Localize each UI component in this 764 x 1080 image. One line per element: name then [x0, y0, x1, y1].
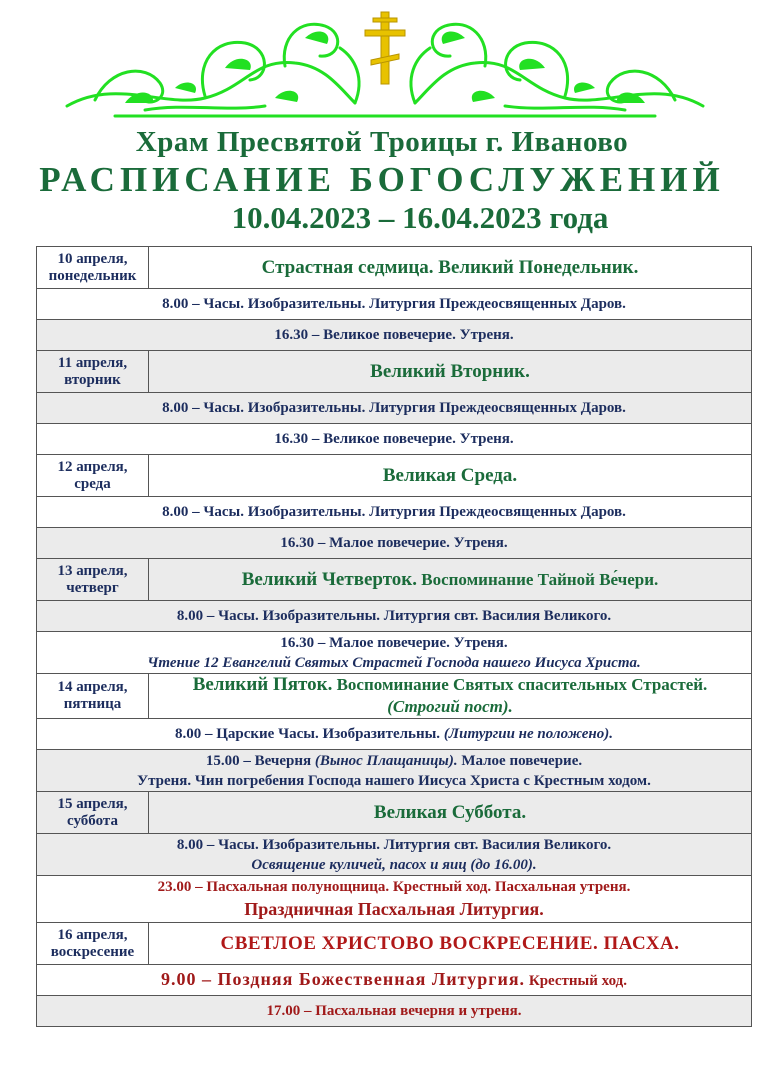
date: 15 апреля, [57, 795, 128, 812]
service-line-2: Утреня. Чин погребения Господа нашего Иисуса Христа с Крестным ходом. [137, 772, 651, 789]
weekday: пятница [63, 696, 122, 712]
service-text: – Часы. Изобразительны. Литургия Преждеосвященных Даров. [188, 504, 626, 520]
service-time: 16.30 [280, 634, 315, 651]
service-text: – Малое повечерие. Утреня. [314, 634, 508, 651]
day-row [37, 923, 752, 965]
service-text: – Часы. Изобразительны. Литургия Преждеосвященных Даров. [188, 400, 626, 416]
service-time: 16.30 [274, 431, 309, 447]
date-cell [37, 923, 149, 965]
service-row [37, 750, 752, 792]
date: 12 апреля, [57, 458, 128, 475]
service-text: – Часы. Изобразительны. Литургия Преждеосвященных Даров. [188, 296, 626, 312]
service-note: Чтение 12 Евангелий Святых Страстей Господа нашего Иисуса Христа. [147, 654, 641, 671]
service-text: – Поздняя Божественная Литургия. [196, 969, 526, 989]
weekday: среда [74, 475, 111, 492]
service-text: – Пасхальная вечерня и утреня. [300, 1003, 522, 1019]
day-row [37, 792, 752, 834]
weekday: вторник [64, 371, 121, 388]
service-row [37, 497, 752, 528]
service-text: – Вечерня [239, 752, 315, 769]
service-line-2: Праздничная Пасхальная Литургия. [244, 899, 544, 919]
service-text: – Малое повечерие. Утреня. [314, 535, 508, 551]
date-cell [37, 247, 149, 289]
cross-icon [365, 12, 405, 84]
date-cell [37, 674, 149, 719]
weekday: суббота [67, 812, 118, 829]
service-note: (Литургии не положено). [443, 726, 614, 742]
date: 16 апреля, [57, 926, 128, 943]
service-time: 8.00 [162, 296, 189, 312]
weekday: понедельник [48, 267, 137, 284]
day-row [37, 674, 752, 719]
service-text: – Часы. Изобразительны. Литургия свт. Василия Великого. [203, 608, 612, 624]
service-row [37, 876, 752, 923]
service-row [37, 424, 752, 455]
service-row [37, 996, 752, 1027]
service-row [37, 834, 752, 876]
day-title: Великая Среда. [149, 455, 752, 497]
service-time: 8.00 [174, 726, 202, 742]
day-row [37, 455, 752, 497]
day-title: СВЕТЛОЕ ХРИСТОВО ВОСКРЕСЕНИЕ. ПАСХА. [149, 923, 752, 965]
church-name: Храм Пресвятой Троицы г. Иваново [135, 126, 629, 158]
service-row [37, 393, 752, 424]
service-time: 8.00 [162, 400, 189, 416]
service-time: 8.00 [162, 504, 189, 520]
service-row [37, 528, 752, 559]
date-range: 10.04.2023 – 16.04.2023 года [231, 200, 609, 235]
day-title-main: Великий Пяток. [192, 674, 333, 695]
day-row [37, 247, 752, 289]
date-cell [37, 792, 149, 834]
service-time: 8.00 [176, 608, 204, 624]
service-text: – Часы. Изобразительны. Литургия свт. Василия Великого. [203, 836, 612, 853]
day-title [149, 559, 752, 601]
service-row [37, 965, 752, 996]
day-row [37, 351, 752, 393]
service-time: 8.00 [176, 836, 204, 853]
service-time: 15.00 [205, 752, 240, 769]
service-time: 23.00 [157, 879, 192, 895]
service-row [37, 289, 752, 320]
floral-ornament-icon [55, 8, 715, 126]
service-text: – Великое повечерие. Утреня. [308, 327, 514, 343]
weekday: воскресение [50, 943, 135, 960]
date: 14 апреля, [57, 679, 128, 695]
service-row [37, 719, 752, 750]
day-title-main: Великий Четверток. [241, 568, 417, 590]
service-row [37, 601, 752, 632]
service-note: Освящение куличей, пасох и яиц (до 16.00). [251, 856, 537, 873]
day-subtitle: Воспоминание Святых спасительных Страстей. [332, 675, 708, 694]
date: 10 апреля, [57, 250, 128, 267]
service-text-2: Малое повечерие. [457, 752, 583, 769]
date: 11 апреля, [57, 354, 128, 371]
date-cell [37, 559, 149, 601]
day-note: (Строгий пост). [387, 697, 513, 716]
service-text: – Царские Часы. Изобразительны. [201, 726, 444, 742]
date-cell [37, 455, 149, 497]
day-subtitle: Воспоминание Тайной Ве́чери. [417, 569, 659, 589]
service-row [37, 320, 752, 351]
date: 13 апреля, [57, 562, 128, 579]
schedule-table [36, 246, 752, 1027]
service-time: 9.00 [161, 969, 197, 989]
day-row [37, 559, 752, 601]
service-text: – Великое повечерие. Утреня. [308, 431, 514, 447]
date-cell [37, 351, 149, 393]
weekday: четверг [66, 579, 119, 596]
day-title: Великая Суббота. [149, 792, 752, 834]
service-time: 16.30 [280, 535, 315, 551]
day-title: Страстная седмица. Великий Понедельник. [149, 247, 752, 289]
service-row [37, 632, 752, 674]
day-title: Великий Вторник. [149, 351, 752, 393]
day-title [149, 674, 752, 719]
service-note: (Вынос Плащаницы). [314, 752, 458, 769]
service-text: – Пасхальная полунощница. Крестный ход. Пасхальная утреня. [191, 879, 631, 895]
service-text-2: Крестный ход. [525, 973, 627, 989]
schedule-title: РАСПИСАНИЕ БОГОСЛУЖЕНИЙ [39, 160, 725, 199]
service-time: 16.30 [274, 327, 309, 343]
service-time: 17.00 [266, 1003, 301, 1019]
